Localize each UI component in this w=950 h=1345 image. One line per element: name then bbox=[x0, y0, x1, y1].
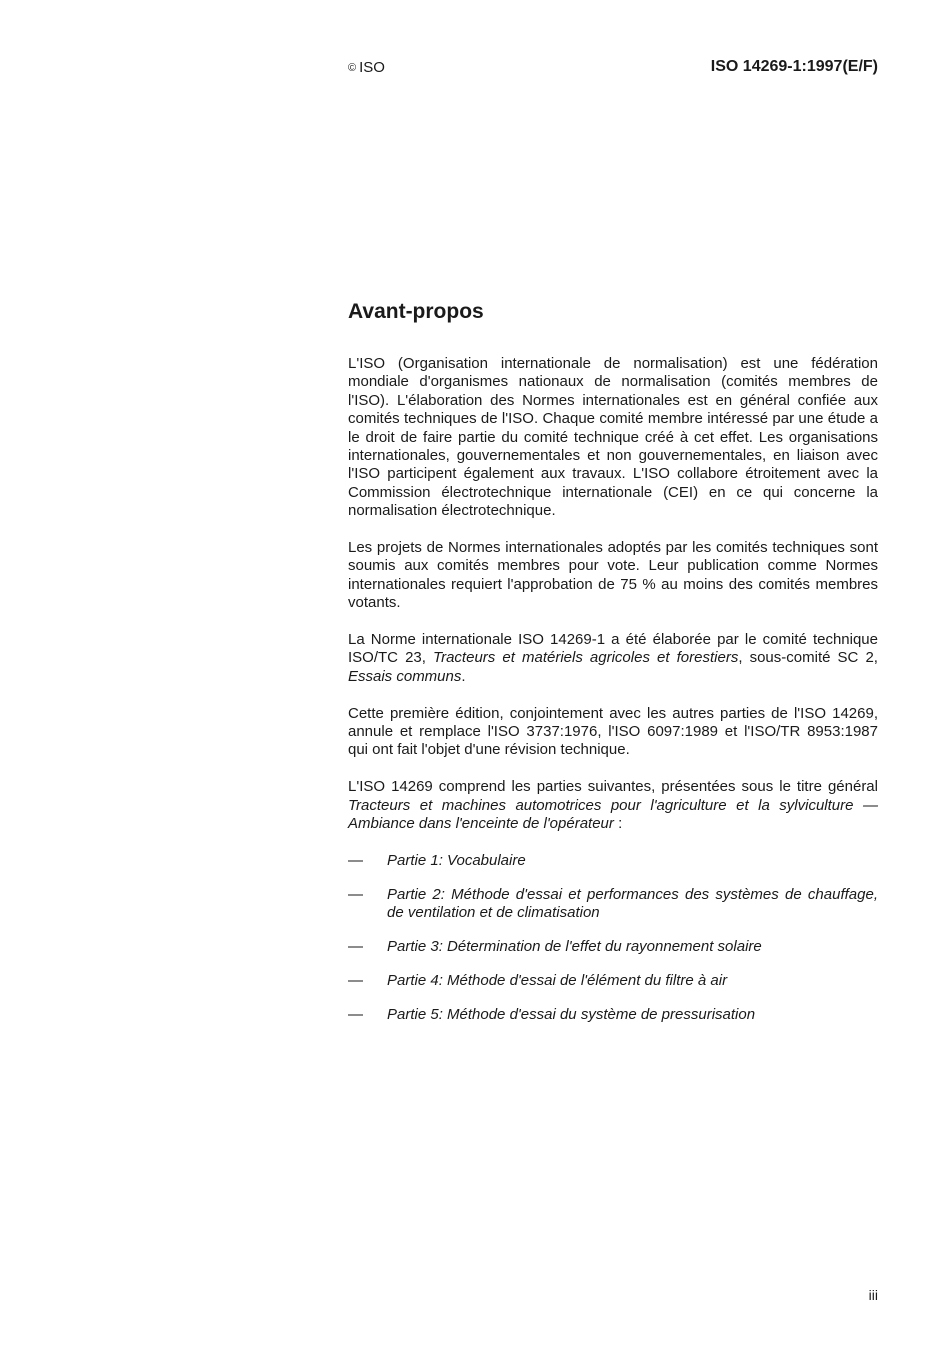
paragraph-voting: Les projets de Normes internationales adoptés par les comités techniques sont soumis aux comités membres pour vote. Leur publication comme Normes internationales requiert l'approbation de 75 % au moins des comités membres votants. bbox=[348, 539, 878, 612]
paragraph-iso-organisation: L'ISO (Organisation internationale de normalisation) est une fédération mondiale d'organismes nationaux de normalisation (comités membres de l'ISO). L'élaboration des Normes internationales est en général confiée aux comités techniques de l'ISO. Chaque comité membre intéressé par une étude a le droit de faire partie du comité technique créé à cet effet. Les organisations internationales, gouvernementales et non gouvernementales, en liaison avec l'ISO participent également aux travaux. L'ISO collabore étroitement avec la Commission électrotechnique internationale (CEI) en ce qui concerne la normalisation électrotechnique. bbox=[348, 355, 878, 520]
part-title: Partie 5: Méthode d'essai du système de pressurisation bbox=[387, 1005, 756, 1023]
part-title: Partie 2: Méthode d'essai et performances des systèmes de chauffage, de ventilation et de climatisation bbox=[387, 885, 878, 922]
list-dash: — bbox=[348, 972, 363, 990]
list-dash: — bbox=[348, 885, 363, 903]
page-number: iii bbox=[868, 1287, 878, 1303]
committee-text-2: , sous-comité SC 2, bbox=[738, 649, 878, 667]
list-item bbox=[348, 886, 878, 923]
foreword-section bbox=[348, 296, 878, 1040]
list-item bbox=[348, 972, 878, 990]
paragraph-committee bbox=[348, 631, 878, 686]
paragraph-parts-intro bbox=[348, 778, 878, 833]
committee-text-3: . bbox=[461, 667, 466, 685]
section-title: Avant-propos bbox=[348, 300, 484, 323]
list-item bbox=[348, 1006, 878, 1024]
publisher-name: ISO bbox=[359, 59, 385, 76]
part-title: Partie 3: Détermination de l'effet du rayonnement solaire bbox=[387, 938, 762, 956]
copyright-symbol: © bbox=[348, 62, 357, 74]
list-dash: — bbox=[348, 938, 363, 956]
paragraph-edition: Cette première édition, conjointement avec les autres parties de l'ISO 14269, annule et remplace l'ISO 3737:1976, l'ISO 6097:1989 et l'ISO/TR 8953:1987 qui ont fait l'objet d'une révision technique. bbox=[348, 704, 878, 759]
list-item bbox=[348, 938, 878, 956]
committee-text-1: La Norme internationale ISO 14269-1 a été élaborée par le comité technique ISO/TC 23, bbox=[348, 631, 878, 667]
parts-intro-colon: : bbox=[613, 815, 623, 833]
header-copyright bbox=[348, 58, 385, 78]
subcommittee-name: Essais communs bbox=[348, 667, 462, 685]
part-title: Partie 4: Méthode d'essai de l'élément du filtre à air bbox=[387, 972, 728, 990]
general-title: Tracteurs et machines automotrices pour l'agriculture et la sylviculture — Ambiance dans l'enceinte de l'opérateur bbox=[348, 796, 878, 833]
parts-intro-text: L'ISO 14269 comprend les parties suivantes, présentées sous le titre général bbox=[348, 778, 878, 796]
list-dash: — bbox=[348, 851, 363, 869]
parts-list bbox=[348, 852, 878, 1024]
part-title: Partie 1: Vocabulaire bbox=[387, 851, 526, 869]
list-item bbox=[348, 852, 878, 870]
document-id: ISO 14269-1:1997(E/F) bbox=[710, 58, 878, 75]
committee-name: Tracteurs et matériels agricoles et forestiers bbox=[433, 649, 739, 667]
list-dash: — bbox=[348, 1005, 363, 1023]
